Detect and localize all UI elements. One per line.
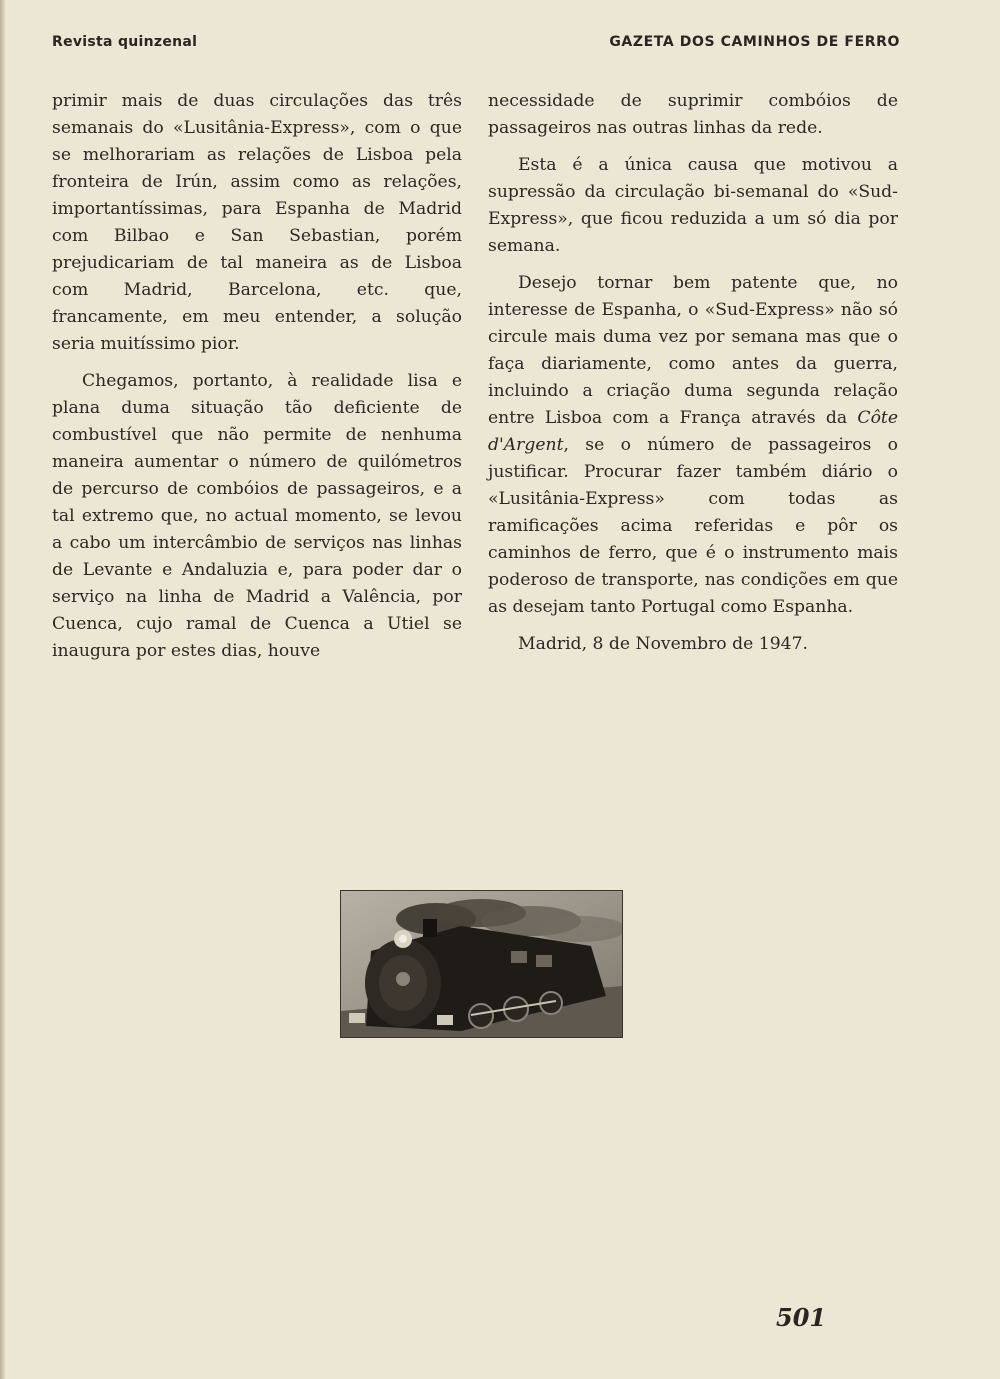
page-number: 501 xyxy=(776,1303,827,1332)
steam-locomotive-icon xyxy=(341,891,622,1037)
locomotive-photo xyxy=(340,890,623,1038)
right-paragraph-1: necessidade de suprimir combóios de passageiros nas outras linhas da rede. xyxy=(488,91,898,138)
left-column xyxy=(52,88,462,665)
cote-dargent-italic: Côte d'Argent xyxy=(488,408,898,455)
header-journal-title: GAZETA DOS CAMINHOS DE FERRO xyxy=(609,34,900,50)
right-paragraph-3-part-2: , se o número de passageiros o justificar. Procurar fazer também diário o «Lusitânia-Express» com todas as ramificações acima referidas e pôr os caminhos de ferro, que é o instrumento mais poderoso de transporte, nas condições em que as desejam tanto Portugal como Espanha. xyxy=(488,435,898,617)
header-publication-frequency: Revista quinzenal xyxy=(52,34,198,50)
left-paragraph-2: Chegamos, portanto, à realidade lisa e plana duma situação tão deficiente de combustível que não permite de nenhuma maneira aumentar o número de quilómetros de percurso de combóios de passageiros, e a tal extremo que, no actual momento, se levou a cabo um intercâmbio de serviços nas linhas de Levante e Andaluzia e, para poder dar o serviço na linha de Madrid a Valência, por Cuenca, cujo ramal de Cuenca a Utiel se inaugura por estes dias, houve xyxy=(52,371,462,661)
left-paragraph-1: primir mais de duas circulações das três semanais do «Lusitânia-Express», com o que se melhorariam as relações de Lisboa pela fronteira de Irún, assim como as relações, importantíssimas, para Espanha de Madrid com Bilbao e San Sebastian, porém prejudicariam de tal maneira as de Lisboa com Madrid, Barcelona, etc. que, francamente, em meu entender, a solução seria muitíssimo pior. xyxy=(52,91,462,354)
page-edge xyxy=(0,0,6,1379)
right-column xyxy=(488,88,898,658)
right-paragraph-3 xyxy=(488,270,898,621)
right-paragraph-2: Esta é a única causa que motivou a supressão da circulação bi-semanal do «Sud-Express», que ficou reduzida a um só dia por semana. xyxy=(488,155,898,256)
right-paragraph-3-part-1: Desejo tornar bem patente que, no interesse de Espanha, o «Sud-Express» não só circule mais duma vez por semana mas que o faça diariamente, como antes da guerra, incluindo a criação duma segunda relação entre Lisboa com a França através da xyxy=(488,273,898,428)
dateline: Madrid, 8 de Novembro de 1947. xyxy=(518,634,808,654)
